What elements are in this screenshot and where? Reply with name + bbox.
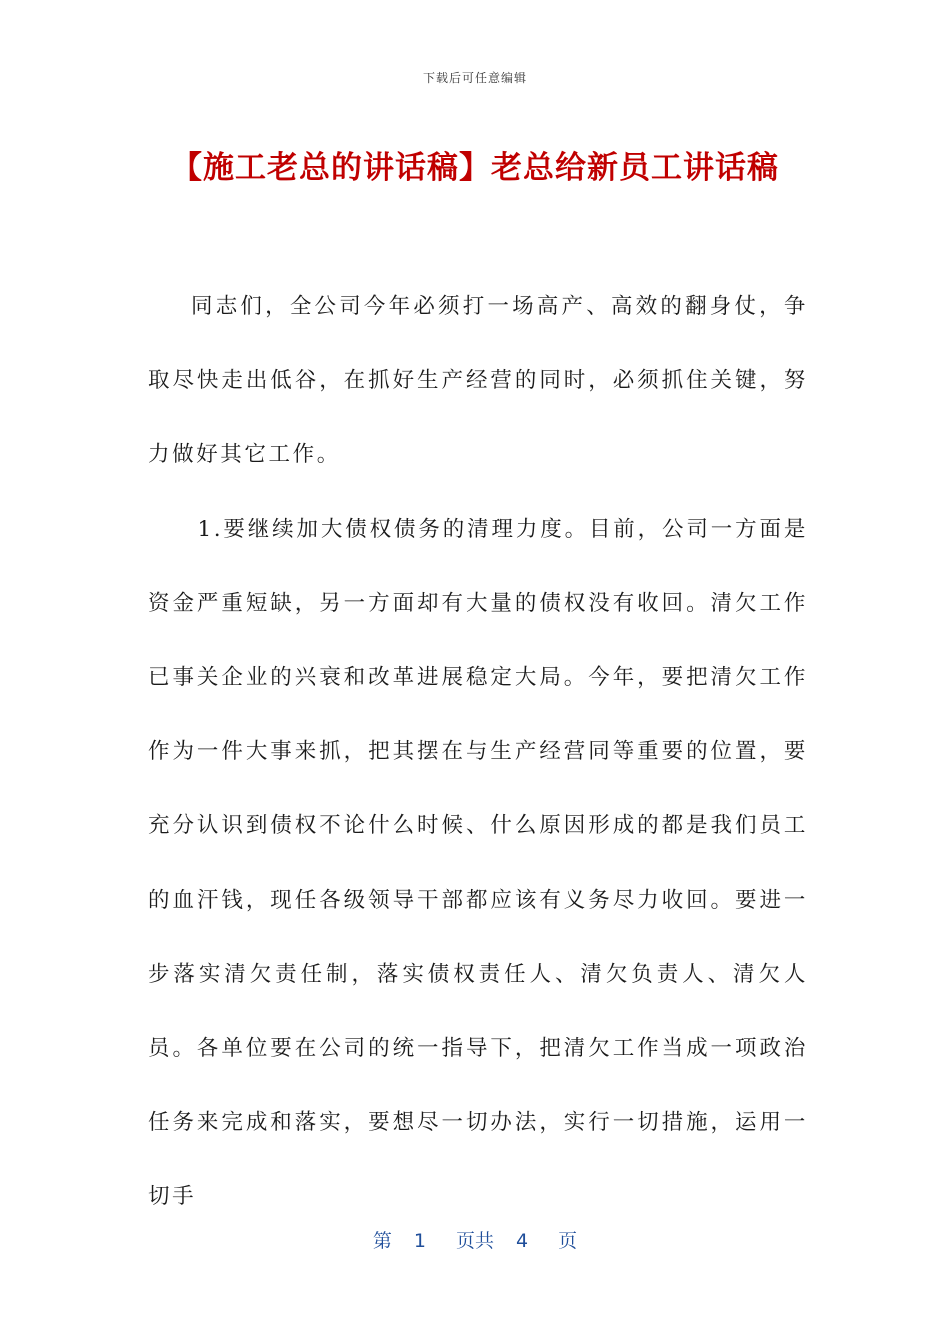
- footer-page-suffix: 页: [558, 1230, 578, 1252]
- download-note: 下载后可任意编辑: [422, 71, 527, 85]
- footer-page-prefix: 第: [372, 1230, 392, 1252]
- document-title: 【施工老总的讲话稿】老总给新员工讲话稿: [171, 150, 779, 186]
- paragraph-intro: 同志们，全公司今年必须打一场高产、高效的翻身仗，争取尽快走出低谷，在抓好生产经营的同时，必须抓住关键，努力做好其它工作。: [148, 294, 808, 468]
- footer-page-mid: 页共: [455, 1230, 494, 1252]
- page-footer: [0, 1226, 950, 1253]
- footer-current-page: 1: [413, 1230, 426, 1252]
- footer-total-pages: 4: [516, 1230, 529, 1252]
- paragraph-debt-clearing: 1.要继续加大债权债务的清理力度。目前，公司一方面是资金严重短缺，另一方面却有大量的债权没有收回。清欠工作已事关企业的兴衰和改革进展稳定大局。今年，要把清欠工作作为一件大事来抓，把其摆在与生产经营同等重要的位置，要充分认识到债权不论什么时候、什么原因形成的都是我们员工的血汗钱，现任各级领导干部都应该有义务尽力收回。要进一步落实清欠责任制，落实债权责任人、清欠负责人、清欠人员。各单位要在公司的统一指导下，把清欠工作当成一项政治任务来完成和落实，要想尽一切办法，实行一切措施，运用一切手: [148, 516, 808, 1210]
- document-body: [148, 270, 808, 1235]
